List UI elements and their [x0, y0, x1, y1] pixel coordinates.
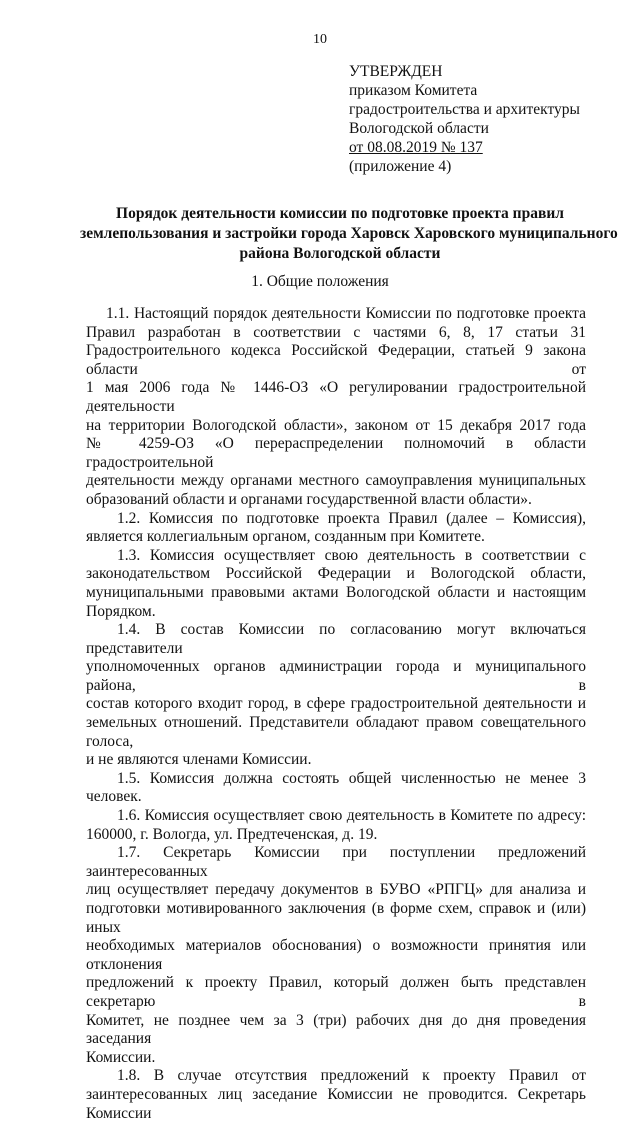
document-title	[80, 204, 618, 264]
approval-stamp	[349, 62, 580, 176]
paragraph-1-7	[86, 844, 586, 1067]
text-line: муниципальными правовыми актами Вологодской области и настоящим	[86, 583, 586, 601]
text-line: № 4259-ОЗ «О перераспределении полномочий в области градостроительной	[86, 435, 586, 471]
text-line: 160000, г. Вологда, ул. Предтеченская, д. 19.	[86, 825, 378, 843]
text-line: предложений к проекту Правил, который должен быть представлен секретарю в	[86, 974, 586, 1010]
text-line: 1.7. Секретарь Комиссии при поступлении предложений заинтересованных	[86, 844, 586, 880]
document-title-line: района Вологодской области	[239, 245, 441, 262]
paragraph-1-6	[86, 807, 586, 844]
text-line: заинтересованных лиц заседание Комиссии не проводится. Секретарь Комиссии	[86, 1085, 586, 1122]
approval-line: приказом Комитета	[349, 82, 478, 99]
paragraph-1-5	[86, 770, 586, 807]
approval-order-number: от 08.08.2019 № 137	[349, 139, 483, 156]
text-line: Комитет, не позднее чем за 3 (три) рабочих дня до дня проведения заседания	[86, 1011, 586, 1048]
text-line: Градостроительного кодекса Российской Федерации, статьей 9 закона области от	[86, 342, 586, 378]
text-line: состав которого входит город, в сфере градостроительной деятельности и	[86, 695, 586, 713]
approval-line: градостроительства и архитектуры	[349, 101, 580, 118]
text-line: 1 мая 2006 года № 1446-ОЗ «О регулировании градостроительной деятельности	[86, 379, 586, 415]
text-line: подготовки мотивированного заключения (в форме схем, справок и (или) иных	[86, 900, 586, 936]
text-line: образований области и органами государственной власти области».	[86, 490, 532, 508]
text-line: законодательством Российской Федерации и Вологодской области,	[86, 565, 586, 583]
approval-appendix: (приложение 4)	[349, 158, 452, 175]
paragraph-1-8	[86, 1067, 586, 1123]
document-body	[86, 305, 586, 1123]
text-line: деятельности между органами местного самоуправления муниципальных	[86, 472, 586, 490]
text-line: 1.4. В состав Комиссии по согласованию могут включаться представители	[86, 621, 586, 657]
text-line: и не являются членами Комиссии.	[86, 751, 312, 769]
text-line: 1.3. Комиссия осуществляет свою деятельность в соответствии с	[117, 546, 586, 564]
text-line: на территории Вологодской области», законом от 15 декабря 2017 года	[86, 416, 586, 434]
text-line: необходимых материалов обоснования) о возможности принятия или отклонения	[86, 937, 586, 973]
text-line: 1.5. Комиссия должна состоять общей численностью не менее 3 человек.	[86, 769, 586, 806]
text-line: 1.6. Комиссия осуществляет свою деятельность в Комитете по адресу:	[117, 807, 586, 825]
text-line: 1.2. Комиссия по подготовке проекта Правил (далее – Комиссия),	[117, 509, 586, 527]
text-line: земельных отношений. Представители обладают правом совещательного голоса,	[86, 714, 586, 750]
paragraph-1-3	[86, 547, 586, 621]
text-line: является коллегиальным органом, созданным при Комитете.	[86, 528, 485, 546]
text-line: 1.8. В случае отсутствия предложений к проекту Правил от	[117, 1067, 586, 1085]
text-line: уполномоченных органов администрации города и муниципального района, в	[86, 658, 586, 694]
text-line: Комиссии.	[86, 1048, 156, 1066]
document-title-line: Порядок деятельности комиссии по подготовке проекта правил	[116, 205, 564, 222]
approval-line: Вологодской области	[349, 120, 489, 137]
text-line: Порядком.	[86, 602, 156, 620]
page-number: 10	[313, 32, 327, 47]
approval-title: УТВЕРЖДЕН	[349, 63, 443, 80]
paragraph-1-4	[86, 621, 586, 770]
text-line: 1.1. Настоящий порядок деятельности Комиссии по подготовке проекта	[106, 305, 586, 322]
paragraph-1-1	[86, 305, 586, 510]
section-heading: 1. Общие положения	[251, 273, 389, 290]
text-line: лиц осуществляет передачу документов в БУВО «РПГЦ» для анализа и	[86, 881, 586, 899]
text-line: Правил разработан в соответствии с частями 6, 8, 17 статьи 31	[86, 323, 586, 341]
document-title-line: землепользования и застройки города Харовск Харовского муниципального	[80, 225, 618, 242]
paragraph-1-2	[86, 510, 586, 547]
